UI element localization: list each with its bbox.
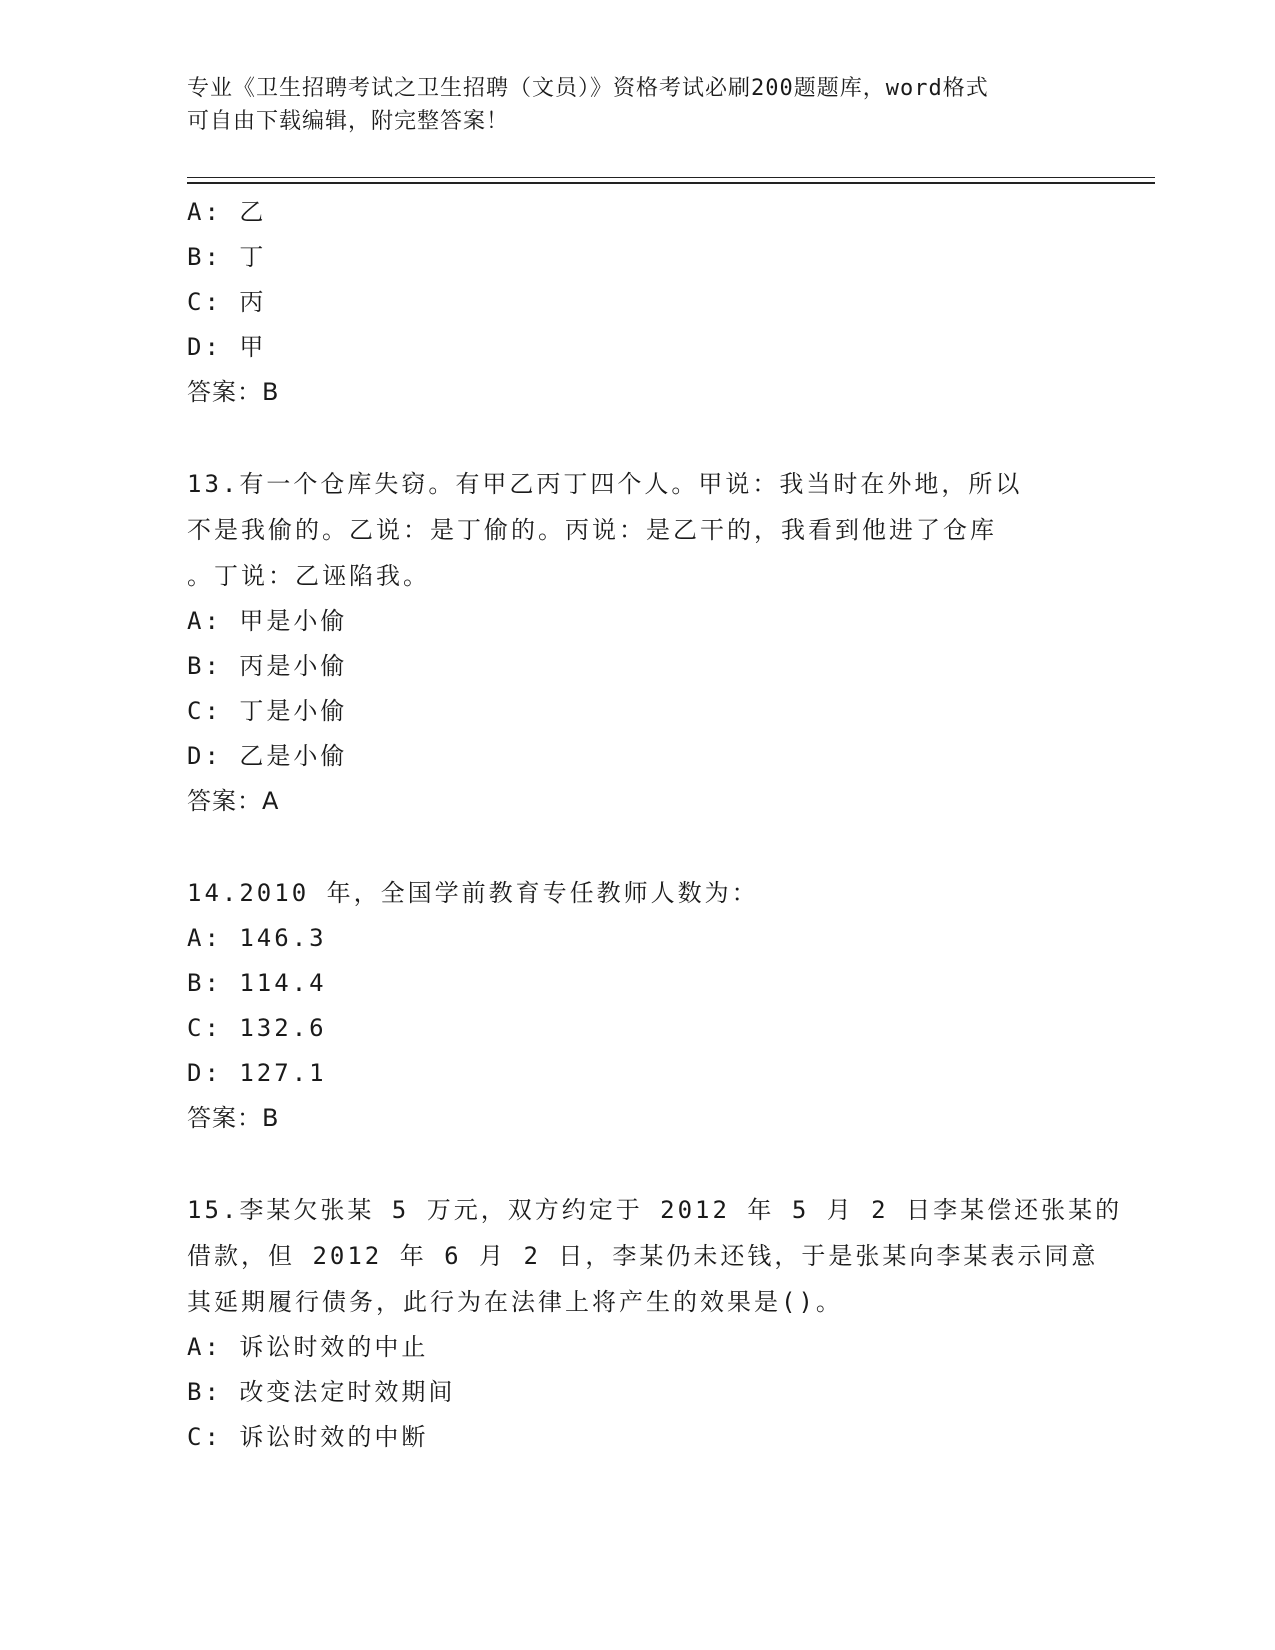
answer-line: 答案：A <box>187 787 280 815</box>
header-title-line1: 专业《卫生招聘考试之卫生招聘（文员）》资格考试必刷200题题库，word格式 <box>187 76 989 101</box>
option-a: A: 146.3 <box>187 924 327 952</box>
question-13 <box>187 461 1087 824</box>
answer-line: 答案：B <box>187 378 280 406</box>
option-c: C: 诉讼时效的中断 <box>187 1423 429 1451</box>
answer-line: 答案：B <box>187 1104 280 1132</box>
question-content <box>187 190 1123 1460</box>
header-title-line2: 可自由下载编辑，附完整答案！ <box>187 109 510 134</box>
option-b: B: 114.4 <box>187 969 327 997</box>
header-rule-thin <box>187 177 1155 178</box>
option-b: B: 丙是小偷 <box>187 652 348 680</box>
option-a: A: 诉讼时效的中止 <box>187 1333 429 1361</box>
option-c: C: 丁是小偷 <box>187 697 348 725</box>
option-d: D: 乙是小偷 <box>187 742 348 770</box>
question-15 <box>187 1187 1123 1460</box>
question-text-line: 不是我偷的。乙说：是丁偷的。丙说：是乙干的，我看到他进了仓库 <box>187 516 997 544</box>
option-c: C: 丙 <box>187 288 267 316</box>
option-a: A: 甲是小偷 <box>187 607 348 635</box>
option-b: B: 改变法定时效期间 <box>187 1378 456 1406</box>
option-b: B: 丁 <box>187 243 267 271</box>
question-12-options <box>187 190 1087 415</box>
question-14 <box>187 870 1087 1141</box>
spacer <box>187 415 1087 461</box>
option-d: D: 127.1 <box>187 1059 327 1087</box>
spacer <box>187 824 1087 870</box>
question-text-line: 14.2010 年，全国学前教育专任教师人数为： <box>187 879 759 907</box>
question-text-line: 其延期履行债务，此行为在法律上将产生的效果是()。 <box>187 1288 843 1316</box>
question-text-line: 13.有一个仓库失窃。有甲乙丙丁四个人。甲说：我当时在外地，所以 <box>187 470 1023 498</box>
option-a: A: 乙 <box>187 198 267 226</box>
option-c: C: 132.6 <box>187 1014 327 1042</box>
question-text-line: 借款，但 2012 年 6 月 2 日，李某仍未还钱，于是张某向李某表示同意 <box>187 1242 1099 1270</box>
question-text-line: 15.李某欠张某 5 万元，双方约定于 2012 年 5 月 2 日李某偿还张某的 <box>187 1196 1123 1224</box>
spacer <box>187 1141 1087 1187</box>
question-text-line: 。丁说：乙诬陷我。 <box>187 562 430 590</box>
header-rule-thick <box>187 182 1155 184</box>
option-d: D: 甲 <box>187 333 267 361</box>
document-header <box>187 72 1087 138</box>
